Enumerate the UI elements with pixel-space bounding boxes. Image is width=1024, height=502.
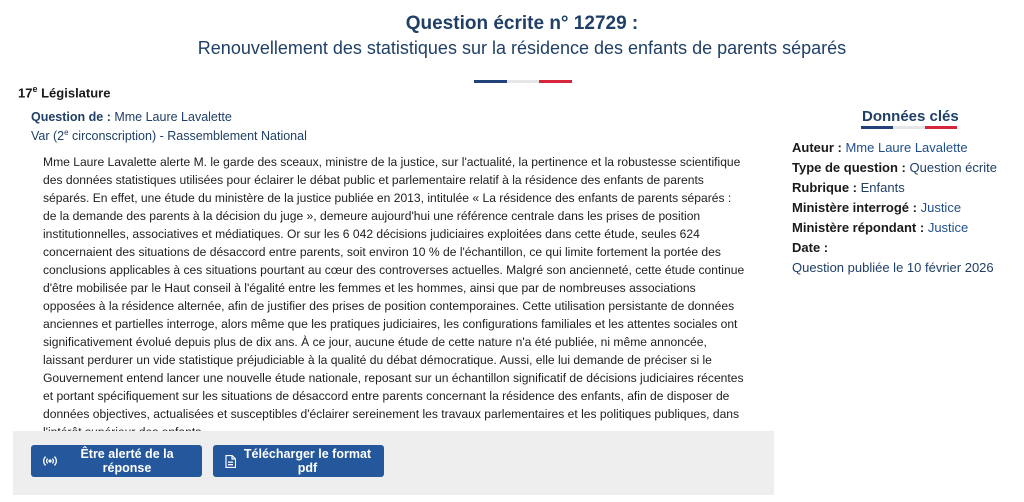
key-data-title: Données clés: [862, 108, 959, 125]
tricolor-divider: [474, 80, 572, 83]
page-header: [0, 12, 1024, 60]
download-pdf-button[interactable]: [213, 445, 384, 477]
date-value: Question publiée le 10 février 2026: [792, 260, 994, 275]
action-bar: [13, 431, 774, 495]
ministere-repondant-row: Ministère répondant : Justice: [792, 220, 969, 235]
auteur-link[interactable]: Mme Laure Lavalette: [845, 140, 968, 155]
ministere-repondant-link[interactable]: Justice: [927, 220, 969, 235]
key-data-panel: [792, 138, 1022, 278]
broadcast-icon: [43, 455, 57, 467]
question-title: Question écrite n° 12729 :: [405, 13, 639, 34]
type-row: Type de question : Question écrite: [792, 160, 997, 175]
legislature-label: 17e Législature: [18, 84, 111, 101]
rubrique-row: Rubrique : Enfants: [792, 180, 905, 195]
author-name: Mme Laure Lavalette: [114, 110, 232, 124]
ministere-interroge-link[interactable]: Justice: [920, 200, 962, 215]
rubrique-value: Enfants: [860, 180, 905, 195]
question-subtitle: Renouvellement des statistiques sur la résidence des enfants de parents séparés: [197, 38, 847, 58]
circonscription: Var (2e circonscription) - Rassemblement National: [31, 128, 307, 144]
alert-button[interactable]: [31, 445, 202, 477]
question-text: Mme Laure Lavalette alerte M. le garde des sceaux, ministre de la justice, sur l'actualité, la pertinence et la robustesse scientifique des données statistiques utilisées pour éclairer le débat public et parlementaire relatif à la résidence des enfants de parents séparés. En effet, une étude du ministère de la justice publiée en 2013, intitulée « La résidence des enfants de parents séparés : de la demande des parents à la décision du juge », demeure aujourd'hui une référence centrale dans les prises de position institutionnelles, associatives et médiatiques. Or sur les 6 042 décisions judiciaires exploitées dans cette étude, seules 624 concernaient des situations de désaccord entre parents, soit environ 10 % de l'échantillon, ce qui limite fortement la portée des conclusions applicables à ces situations pourtant au cœur des controverses actuelles. Malgré son ancienneté, cette étude continue d'être mobilisée par le Haut conseil à l'égalité entre les femmes et les hommes, ainsi que par de nombreuses associations opposées à la résidence alternée, afin de justifier des prises de position contemporaines. Cette utilisation persistante de données anciennes et partielles interroge, alors même que les pratiques judiciaires, les configurations familiales et les attentes sociales ont significativement évolué depuis plus de dix ans. À ce jour, aucune étude de cette nature n'a été publiée, ni même annoncée, laissant perdurer un vide statistique préjudiciable à la qualité du débat démocratique. Aussi, elle lui demande de préciser si le Gouvernement entend lancer une nouvelle étude nationale, reposant sur un échantillon significatif de décisions judiciaires récentes et portant spécifiquement sur les situations de désaccord entre parents concernant la résidence des enfants, afin de disposer de données objectives, actualisées et susceptibles d'éclairer sereinement les travaux parlementaires et les politiques publiques, dans: [43, 155, 745, 421]
download-pdf-label: Télécharger le format pdf: [243, 447, 372, 475]
auteur-row: Auteur : Mme Laure Lavalette: [792, 140, 968, 155]
ministere-interroge-row: Ministère interrogé : Justice: [792, 200, 962, 215]
alert-button-label: Être alerté de la réponse: [80, 447, 174, 475]
type-value: Question écrite: [909, 160, 997, 175]
file-pdf-icon: [225, 455, 236, 468]
key-data-divider: [861, 126, 957, 129]
question-author: [31, 110, 232, 124]
date-row: Date :: [792, 240, 829, 255]
question-de-label: Question de :: [31, 110, 111, 124]
